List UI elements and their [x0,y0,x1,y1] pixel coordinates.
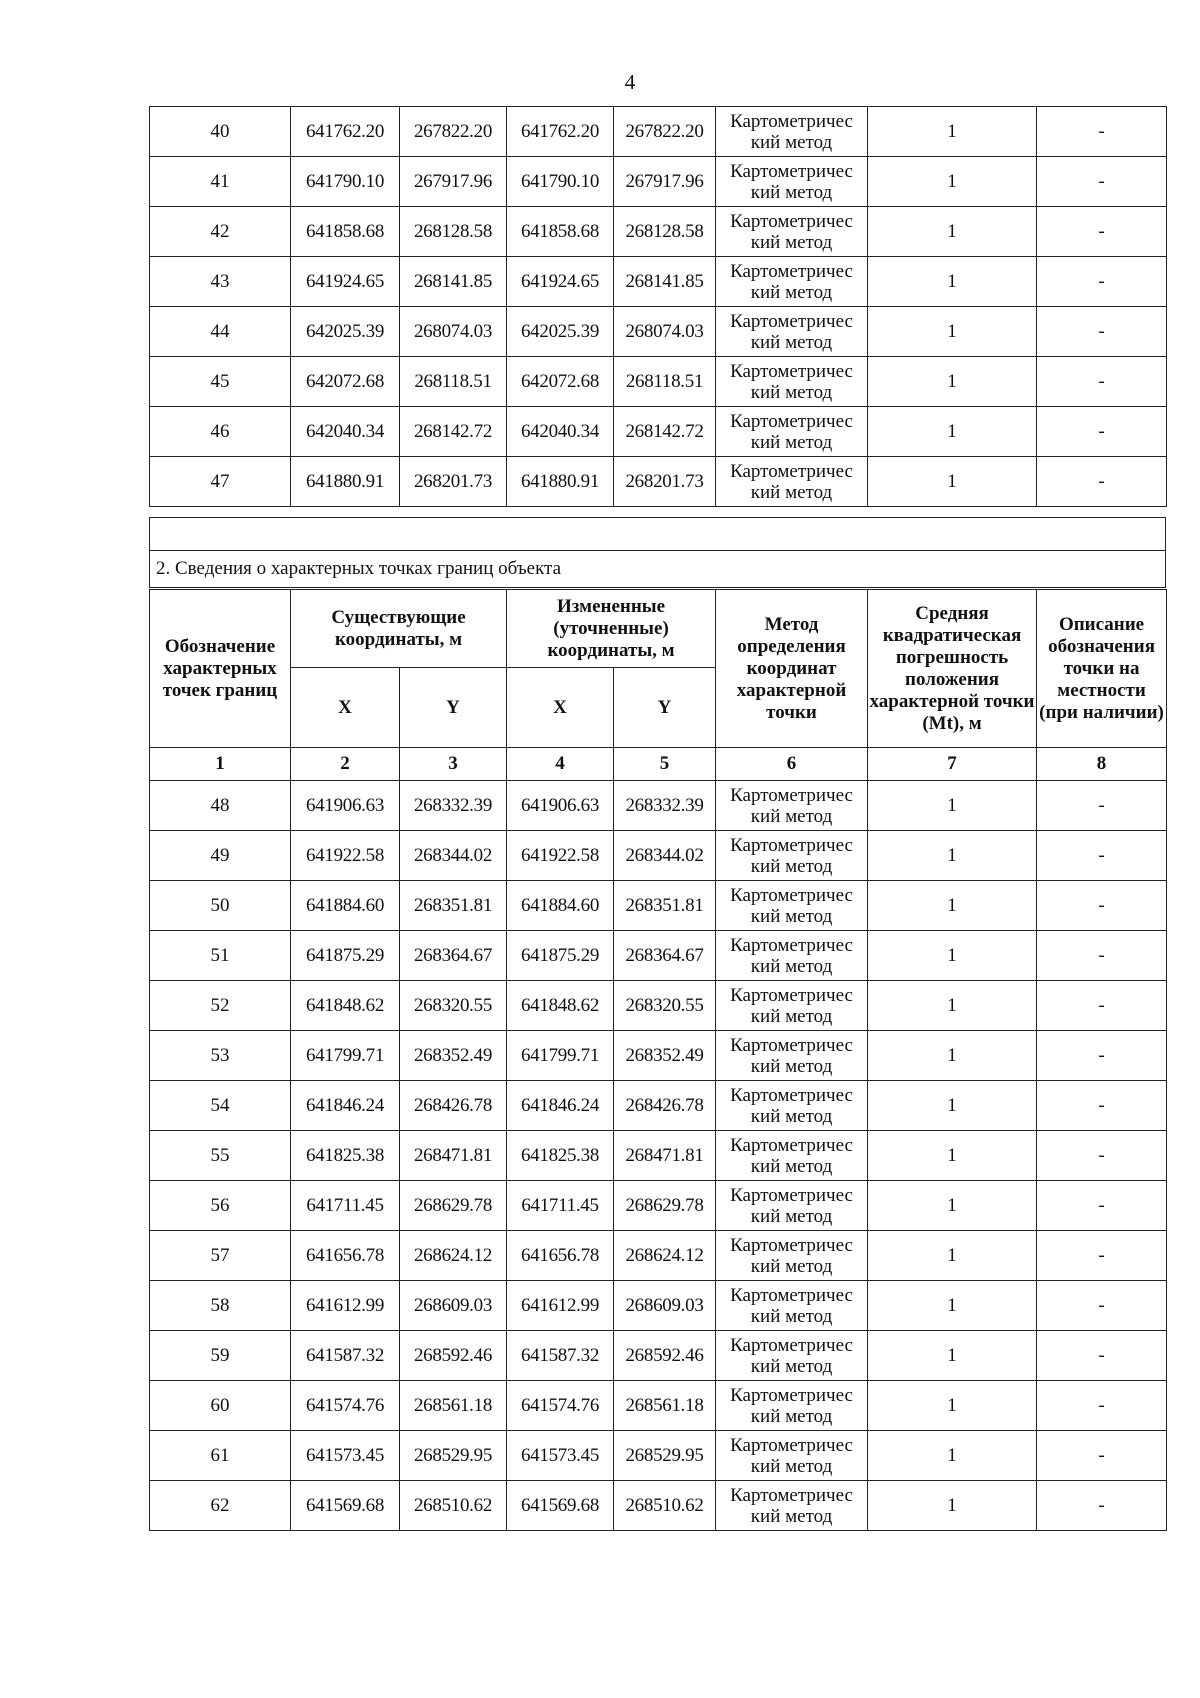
point-number-cell: 50 [150,881,291,931]
description-cell: - [1037,831,1167,881]
changed-x-cell: 641762.20 [507,107,614,157]
changed-x-cell: 641884.60 [507,881,614,931]
existing-y-cell: 268344.02 [400,831,507,881]
mean-error-cell: 1 [868,157,1037,207]
changed-x-cell: 641825.38 [507,1131,614,1181]
changed-y-cell: 268624.12 [614,1231,716,1281]
existing-x-cell: 641924.65 [291,257,400,307]
method-cell [716,1481,868,1531]
existing-y-cell: 268529.95 [400,1431,507,1481]
existing-x-cell: 641762.20 [291,107,400,157]
existing-y-cell: 268332.39 [400,781,507,831]
point-number-cell: 41 [150,157,291,207]
method-cell [716,357,868,407]
method-line-2: кий метод [750,1355,833,1377]
existing-y-cell: 268351.81 [400,881,507,931]
existing-x-cell: 641569.68 [291,1481,400,1531]
method-line-1: Картометричес [730,110,853,132]
existing-y-cell: 268592.46 [400,1331,507,1381]
header-existing-x: X [291,668,400,748]
point-number-cell: 49 [150,831,291,881]
column-number: 8 [1037,748,1167,781]
changed-y-cell: 268352.49 [614,1031,716,1081]
existing-y-cell: 268471.81 [400,1131,507,1181]
existing-x-cell: 641858.68 [291,207,400,257]
existing-x-cell: 642040.34 [291,407,400,457]
changed-y-cell: 268609.03 [614,1281,716,1331]
method-line-2: кий метод [750,805,833,827]
mean-error-cell: 1 [868,1481,1037,1531]
changed-y-cell: 268592.46 [614,1331,716,1381]
point-number-cell: 52 [150,981,291,1031]
mean-error-cell: 1 [868,457,1037,507]
existing-y-cell: 268364.67 [400,931,507,981]
top-table-body [150,107,1167,507]
method-cell [716,157,868,207]
mean-error-cell: 1 [868,1331,1037,1381]
point-number-cell: 62 [150,1481,291,1531]
method-line-1: Картометричес [730,1434,853,1456]
point-number-cell: 46 [150,407,291,457]
description-cell: - [1037,1081,1167,1131]
table-row [150,1181,1167,1231]
changed-y-cell: 268561.18 [614,1381,716,1431]
mean-error-cell: 1 [868,1281,1037,1331]
table-row [150,107,1167,157]
mean-error-cell: 1 [868,207,1037,257]
method-cell [716,831,868,881]
column-number-row [150,748,1167,781]
table-row [150,1331,1167,1381]
point-number-cell: 45 [150,357,291,407]
table-row [150,257,1167,307]
point-number-cell: 48 [150,781,291,831]
method-line-1: Картометричес [730,1134,853,1156]
column-number: 1 [150,748,291,781]
changed-x-cell: 642040.34 [507,407,614,457]
description-cell: - [1037,931,1167,981]
mean-error-cell: 1 [868,1381,1037,1431]
changed-x-cell: 642025.39 [507,307,614,357]
mean-error-cell: 1 [868,307,1037,357]
point-number-cell: 51 [150,931,291,981]
method-line-2: кий метод [750,331,833,353]
changed-y-cell: 267917.96 [614,157,716,207]
method-line-2: кий метод [750,131,833,153]
header-changed-y: Y [614,668,716,748]
table-row [150,157,1167,207]
header-mean-error: Средняя квадратическая погрешность положения характерной точки (Mt), м [868,590,1037,748]
existing-x-cell: 641906.63 [291,781,400,831]
method-line-2: кий метод [750,1305,833,1327]
table-row [150,881,1167,931]
method-line-1: Картометричес [730,934,853,956]
changed-y-cell: 268529.95 [614,1431,716,1481]
table-header [150,590,1167,781]
method-line-2: кий метод [750,481,833,503]
header-changed-coordinates: Измененные (уточненные) координаты, м [507,590,716,668]
method-line-2: кий метод [750,1255,833,1277]
changed-y-cell: 268141.85 [614,257,716,307]
description-cell: - [1037,1231,1167,1281]
point-number-cell: 42 [150,207,291,257]
existing-y-cell: 268352.49 [400,1031,507,1081]
bottom-table-body [150,781,1167,1531]
method-line-2: кий метод [750,855,833,877]
method-line-1: Картометричес [730,410,853,432]
column-number: 5 [614,748,716,781]
changed-x-cell: 641790.10 [507,157,614,207]
method-line-2: кий метод [750,1455,833,1477]
existing-x-cell: 641880.91 [291,457,400,507]
method-cell [716,1031,868,1081]
mean-error-cell: 1 [868,1081,1037,1131]
description-cell: - [1037,1131,1167,1181]
mean-error-cell: 1 [868,257,1037,307]
mean-error-cell: 1 [868,1131,1037,1181]
column-number: 2 [291,748,400,781]
changed-x-cell: 641574.76 [507,1381,614,1431]
header-point-designation: Обозначение характерных точек границ [150,590,291,748]
description-cell: - [1037,1031,1167,1081]
method-line-2: кий метод [750,1155,833,1177]
changed-y-cell: 268510.62 [614,1481,716,1531]
method-line-1: Картометричес [730,834,853,856]
existing-x-cell: 641825.38 [291,1131,400,1181]
method-line-2: кий метод [750,1205,833,1227]
method-cell [716,981,868,1031]
table-row [150,1131,1167,1181]
existing-x-cell: 641656.78 [291,1231,400,1281]
description-cell: - [1037,881,1167,931]
changed-y-cell: 268344.02 [614,831,716,881]
table-row [150,831,1167,881]
table-row [150,207,1167,257]
mean-error-cell: 1 [868,1031,1037,1081]
column-number: 6 [716,748,868,781]
existing-x-cell: 641875.29 [291,931,400,981]
method-line-2: кий метод [750,231,833,253]
existing-x-cell: 641799.71 [291,1031,400,1081]
existing-y-cell: 267822.20 [400,107,507,157]
table-row [150,981,1167,1031]
existing-y-cell: 268426.78 [400,1081,507,1131]
method-cell [716,207,868,257]
existing-x-cell: 641612.99 [291,1281,400,1331]
existing-y-cell: 268510.62 [400,1481,507,1531]
header-method: Метод определения координат характерной точки [716,590,868,748]
method-line-2: кий метод [750,431,833,453]
method-line-1: Картометричес [730,210,853,232]
changed-y-cell: 268332.39 [614,781,716,831]
method-cell [716,1131,868,1181]
description-cell: - [1037,1481,1167,1531]
existing-y-cell: 267917.96 [400,157,507,207]
method-line-2: кий метод [750,281,833,303]
table-row [150,931,1167,981]
method-line-2: кий метод [750,181,833,203]
point-number-cell: 59 [150,1331,291,1381]
changed-x-cell: 641906.63 [507,781,614,831]
method-cell [716,1431,868,1481]
column-number: 3 [400,748,507,781]
description-cell: - [1037,1431,1167,1481]
existing-y-cell: 268201.73 [400,457,507,507]
point-number-cell: 60 [150,1381,291,1431]
existing-x-cell: 641790.10 [291,157,400,207]
existing-y-cell: 268118.51 [400,357,507,407]
method-cell [716,1381,868,1431]
description-cell: - [1037,1331,1167,1381]
existing-y-cell: 268624.12 [400,1231,507,1281]
table-row [150,407,1167,457]
description-cell: - [1037,207,1167,257]
changed-x-cell: 641569.68 [507,1481,614,1531]
description-cell: - [1037,107,1167,157]
existing-y-cell: 268609.03 [400,1281,507,1331]
mean-error-cell: 1 [868,1431,1037,1481]
changed-y-cell: 267822.20 [614,107,716,157]
changed-y-cell: 268118.51 [614,357,716,407]
description-cell: - [1037,981,1167,1031]
method-line-2: кий метод [750,1055,833,1077]
existing-x-cell: 641587.32 [291,1331,400,1381]
header-changed-x: X [507,668,614,748]
mean-error-cell: 1 [868,1181,1037,1231]
method-line-1: Картометричес [730,260,853,282]
header-description: Описание обозначения точки на местности (при наличии) [1037,590,1167,748]
method-line-1: Картометричес [730,1484,853,1506]
blank-row [150,518,1166,551]
mean-error-cell: 1 [868,107,1037,157]
table-row [150,1231,1167,1281]
method-line-1: Картометричес [730,984,853,1006]
changed-x-cell: 641711.45 [507,1181,614,1231]
existing-x-cell: 642025.39 [291,307,400,357]
method-cell [716,1231,868,1281]
existing-x-cell: 641573.45 [291,1431,400,1481]
boundary-points-table [149,589,1167,1531]
changed-y-cell: 268471.81 [614,1131,716,1181]
point-number-cell: 58 [150,1281,291,1331]
section-2-box [149,517,1166,588]
method-line-1: Картометричес [730,460,853,482]
point-number-cell: 57 [150,1231,291,1281]
point-number-cell: 55 [150,1131,291,1181]
changed-x-cell: 641858.68 [507,207,614,257]
point-number-cell: 43 [150,257,291,307]
changed-x-cell: 641612.99 [507,1281,614,1331]
changed-x-cell: 641922.58 [507,831,614,881]
existing-x-cell: 641574.76 [291,1381,400,1431]
changed-x-cell: 641587.32 [507,1331,614,1381]
description-cell: - [1037,357,1167,407]
point-number-cell: 44 [150,307,291,357]
existing-x-cell: 641848.62 [291,981,400,1031]
method-cell [716,881,868,931]
method-cell [716,457,868,507]
table-row [150,1381,1167,1431]
table-row [150,1281,1167,1331]
method-line-1: Картометричес [730,1034,853,1056]
changed-x-cell: 641875.29 [507,931,614,981]
method-line-1: Картометричес [730,1334,853,1356]
description-cell: - [1037,1281,1167,1331]
existing-y-cell: 268142.72 [400,407,507,457]
existing-x-cell: 641884.60 [291,881,400,931]
existing-y-cell: 268320.55 [400,981,507,1031]
description-cell: - [1037,781,1167,831]
page-number: 4 [624,70,636,94]
method-cell [716,407,868,457]
changed-x-cell: 641573.45 [507,1431,614,1481]
blank-cell [150,518,1166,551]
method-line-2: кий метод [750,955,833,977]
method-line-1: Картометричес [730,1284,853,1306]
changed-y-cell: 268142.72 [614,407,716,457]
existing-y-cell: 268128.58 [400,207,507,257]
mean-error-cell: 1 [868,881,1037,931]
method-line-2: кий метод [750,1105,833,1127]
method-cell [716,931,868,981]
method-line-1: Картометричес [730,1234,853,1256]
mean-error-cell: 1 [868,781,1037,831]
boundary-points-table-continued [149,106,1167,507]
method-line-1: Картометричес [730,310,853,332]
header-existing-y: Y [400,668,507,748]
table-row [150,1031,1167,1081]
table-row [150,307,1167,357]
description-cell: - [1037,307,1167,357]
table-row [150,457,1167,507]
mean-error-cell: 1 [868,981,1037,1031]
changed-y-cell: 268364.67 [614,931,716,981]
method-cell [716,1331,868,1381]
method-line-1: Картометричес [730,784,853,806]
changed-x-cell: 641924.65 [507,257,614,307]
point-number-cell: 56 [150,1181,291,1231]
existing-x-cell: 642072.68 [291,357,400,407]
changed-y-cell: 268351.81 [614,881,716,931]
method-line-2: кий метод [750,381,833,403]
table-row [150,1481,1167,1531]
mean-error-cell: 1 [868,407,1037,457]
mean-error-cell: 1 [868,931,1037,981]
method-line-1: Картометричес [730,884,853,906]
section-title: 2. Сведения о характерных точках границ объекта [150,551,1166,588]
column-number: 4 [507,748,614,781]
existing-x-cell: 641846.24 [291,1081,400,1131]
method-line-1: Картометричес [730,360,853,382]
changed-x-cell: 641880.91 [507,457,614,507]
point-number-cell: 54 [150,1081,291,1131]
point-number-cell: 40 [150,107,291,157]
changed-y-cell: 268074.03 [614,307,716,357]
table-row [150,357,1167,407]
table-row [150,1081,1167,1131]
method-line-2: кий метод [750,1005,833,1027]
changed-y-cell: 268629.78 [614,1181,716,1231]
description-cell: - [1037,457,1167,507]
point-number-cell: 47 [150,457,291,507]
header-existing-coordinates: Существующие координаты, м [291,590,507,668]
description-cell: - [1037,157,1167,207]
point-number-cell: 53 [150,1031,291,1081]
method-line-1: Картометричес [730,1384,853,1406]
method-cell [716,1081,868,1131]
mean-error-cell: 1 [868,1231,1037,1281]
method-line-1: Картометричес [730,1084,853,1106]
method-line-1: Картометричес [730,160,853,182]
changed-y-cell: 268128.58 [614,207,716,257]
method-cell [716,307,868,357]
description-cell: - [1037,407,1167,457]
description-cell: - [1037,257,1167,307]
existing-x-cell: 641922.58 [291,831,400,881]
changed-x-cell: 641848.62 [507,981,614,1031]
existing-y-cell: 268141.85 [400,257,507,307]
changed-x-cell: 641846.24 [507,1081,614,1131]
description-cell: - [1037,1181,1167,1231]
table-row [150,1431,1167,1481]
point-number-cell: 61 [150,1431,291,1481]
method-line-2: кий метод [750,1505,833,1527]
method-cell [716,1281,868,1331]
method-line-1: Картометричес [730,1184,853,1206]
table-row [150,781,1167,831]
description-cell: - [1037,1381,1167,1431]
changed-x-cell: 641799.71 [507,1031,614,1081]
column-number: 7 [868,748,1037,781]
method-line-2: кий метод [750,1405,833,1427]
method-cell [716,257,868,307]
existing-x-cell: 641711.45 [291,1181,400,1231]
mean-error-cell: 1 [868,357,1037,407]
changed-y-cell: 268320.55 [614,981,716,1031]
method-cell [716,781,868,831]
existing-y-cell: 268074.03 [400,307,507,357]
method-cell [716,107,868,157]
existing-y-cell: 268629.78 [400,1181,507,1231]
changed-y-cell: 268201.73 [614,457,716,507]
method-cell [716,1181,868,1231]
changed-x-cell: 641656.78 [507,1231,614,1281]
changed-x-cell: 642072.68 [507,357,614,407]
method-line-2: кий метод [750,905,833,927]
mean-error-cell: 1 [868,831,1037,881]
existing-y-cell: 268561.18 [400,1381,507,1431]
changed-y-cell: 268426.78 [614,1081,716,1131]
